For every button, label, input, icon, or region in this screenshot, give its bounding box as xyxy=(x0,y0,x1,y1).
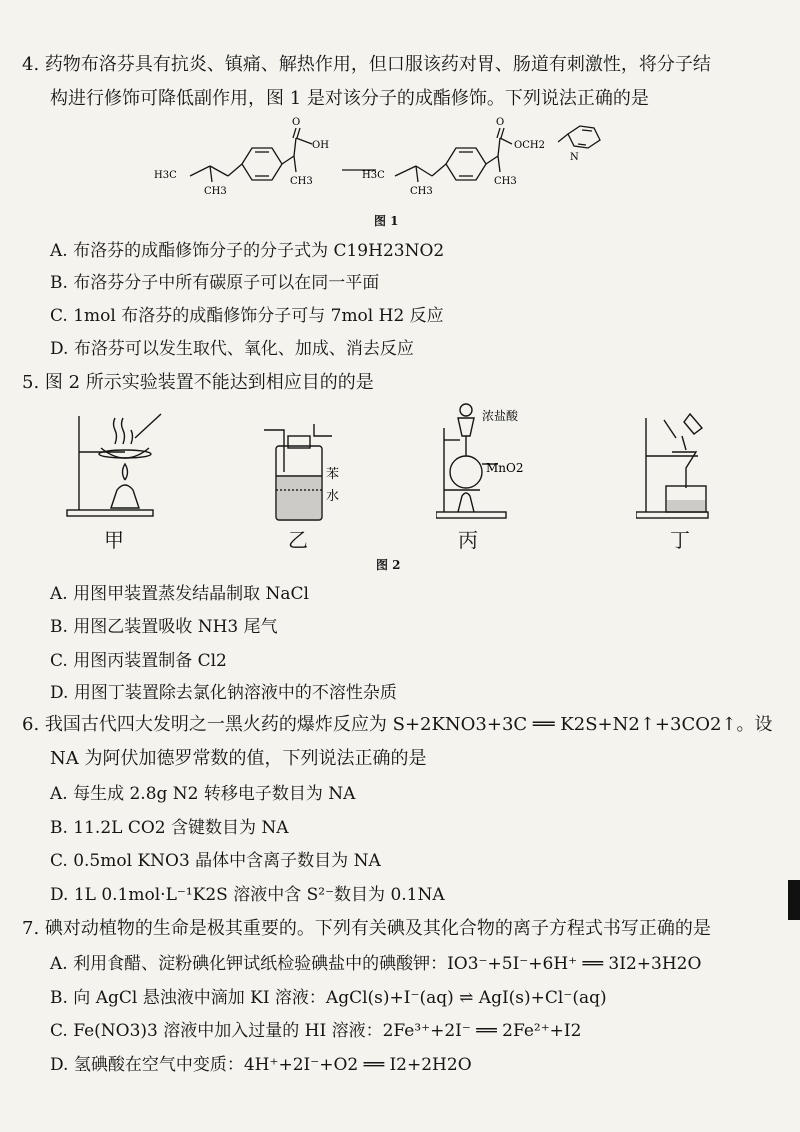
q4-stem-line2: 构进行修饰可降低副作用，图 1 是对该分子的成酯修饰。下列说法正确的是 xyxy=(50,88,649,109)
q5-option-a: A. 用图甲装置蒸发结晶制取 NaCl xyxy=(50,584,309,604)
q5-option-c: C. 用图丙装置制备 Cl2 xyxy=(50,651,227,671)
q6-option-d: D. 1L 0.1mol·L⁻¹K2S 溶液中含 S²⁻数目为 0.1NA xyxy=(50,885,445,905)
apparatus-label-jia: 甲 xyxy=(104,528,124,552)
fig1-left-h3c: H3C xyxy=(154,170,177,181)
fig1-right-och2: OCH2 xyxy=(514,140,545,151)
fig1-right-h3c: H3C xyxy=(362,170,385,181)
page-edge-tab xyxy=(788,880,800,920)
q7-option-b: B. 向 AgCl 悬浊液中滴加 KI 溶液：AgCl(s)+I⁻(aq) ⇌ AgI(s)+Cl⁻(aq) xyxy=(50,988,607,1008)
q7-option-a: A. 利用食醋、淀粉碘化钾试纸检验碘盐中的碘酸钾：IO3⁻+5I⁻+6H⁺ ══ 3I2+3H2O xyxy=(50,954,702,974)
q4-option-d: D. 布洛芬可以发生取代、氧化、加成、消去反应 xyxy=(50,339,414,359)
q7-stem: 7. 碘对动植物的生命是极其重要的。下列有关碘及其化合物的离子方程式书写正确的是 xyxy=(22,918,711,939)
fig1-left-ch3b: CH3 xyxy=(290,176,313,187)
q5-option-b: B. 用图乙装置吸收 NH3 尾气 xyxy=(50,617,278,637)
figure-1-caption: 图 1 xyxy=(374,214,399,228)
apparatus-jia-evaporation xyxy=(65,408,165,520)
figure-2-caption: 图 2 xyxy=(376,558,401,572)
label-conc-hcl: 浓盐酸 xyxy=(482,409,519,423)
q4-stem-line1: 4. 药物布洛芬具有抗炎、镇痛、解热作用，但口服该药对胃、肠道有刺激性，将分子结 xyxy=(22,54,711,75)
q6-stem-line2: NA 为阿伏加德罗常数的值，下列说法正确的是 xyxy=(50,748,427,769)
apparatus-ding-filtration xyxy=(636,410,724,520)
fig1-right-n: N xyxy=(570,152,579,163)
apparatus-bing-chlorine-generator xyxy=(436,400,554,520)
q6-option-c: C. 0.5mol KNO3 晶体中含离子数目为 NA xyxy=(50,851,381,871)
q7-option-c: C. Fe(NO3)3 溶液中加入过量的 HI 溶液：2Fe³⁺+2I⁻ ══ 2Fe²⁺+I2 xyxy=(50,1021,582,1041)
q4-option-c: C. 1mol 布洛芬的成酯修饰分子可与 7mol H2 反应 xyxy=(50,306,444,326)
label-water: 水 xyxy=(326,489,340,504)
figure-1-ibuprofen-esterification xyxy=(150,114,620,216)
q6-option-a: A. 每生成 2.8g N2 转移电子数目为 NA xyxy=(50,784,356,804)
fig1-right-o: O xyxy=(496,117,505,128)
fig1-right-ch3a: CH3 xyxy=(410,186,433,197)
q4-option-a: A. 布洛芬的成酯修饰分子的分子式为 C19H23NO2 xyxy=(50,241,445,261)
apparatus-label-yi: 乙 xyxy=(288,528,308,552)
fig1-left-ch3a: CH3 xyxy=(204,186,227,197)
q7-option-d: D. 氢碘酸在空气中变质：4H⁺+2I⁻+O2 ══ I2+2H2O xyxy=(50,1055,472,1075)
fig1-left-o: O xyxy=(292,117,301,128)
label-mno2: MnO2 xyxy=(486,461,524,475)
q6-stem-line1: 6. 我国古代四大发明之一黑火药的爆炸反应为 S+2KNO3+3C ══ K2S+N2↑+3CO2↑。设 xyxy=(22,714,773,735)
q6-option-b: B. 11.2L CO2 含键数目为 NA xyxy=(50,818,289,838)
apparatus-label-ding: 丁 xyxy=(670,528,690,552)
apparatus-label-bing: 丙 xyxy=(458,528,478,552)
q5-stem: 5. 图 2 所示实验装置不能达到相应目的的是 xyxy=(22,372,374,393)
fig1-left-oh: OH xyxy=(312,140,329,151)
apparatus-yi-gas-bottle xyxy=(262,418,354,522)
q5-option-d: D. 用图丁装置除去氯化钠溶液中的不溶性杂质 xyxy=(50,683,397,703)
label-benzene: 苯 xyxy=(326,467,340,482)
q4-option-b: B. 布洛芬分子中所有碳原子可以在同一平面 xyxy=(50,273,380,293)
fig1-right-ch3b: CH3 xyxy=(494,176,517,187)
